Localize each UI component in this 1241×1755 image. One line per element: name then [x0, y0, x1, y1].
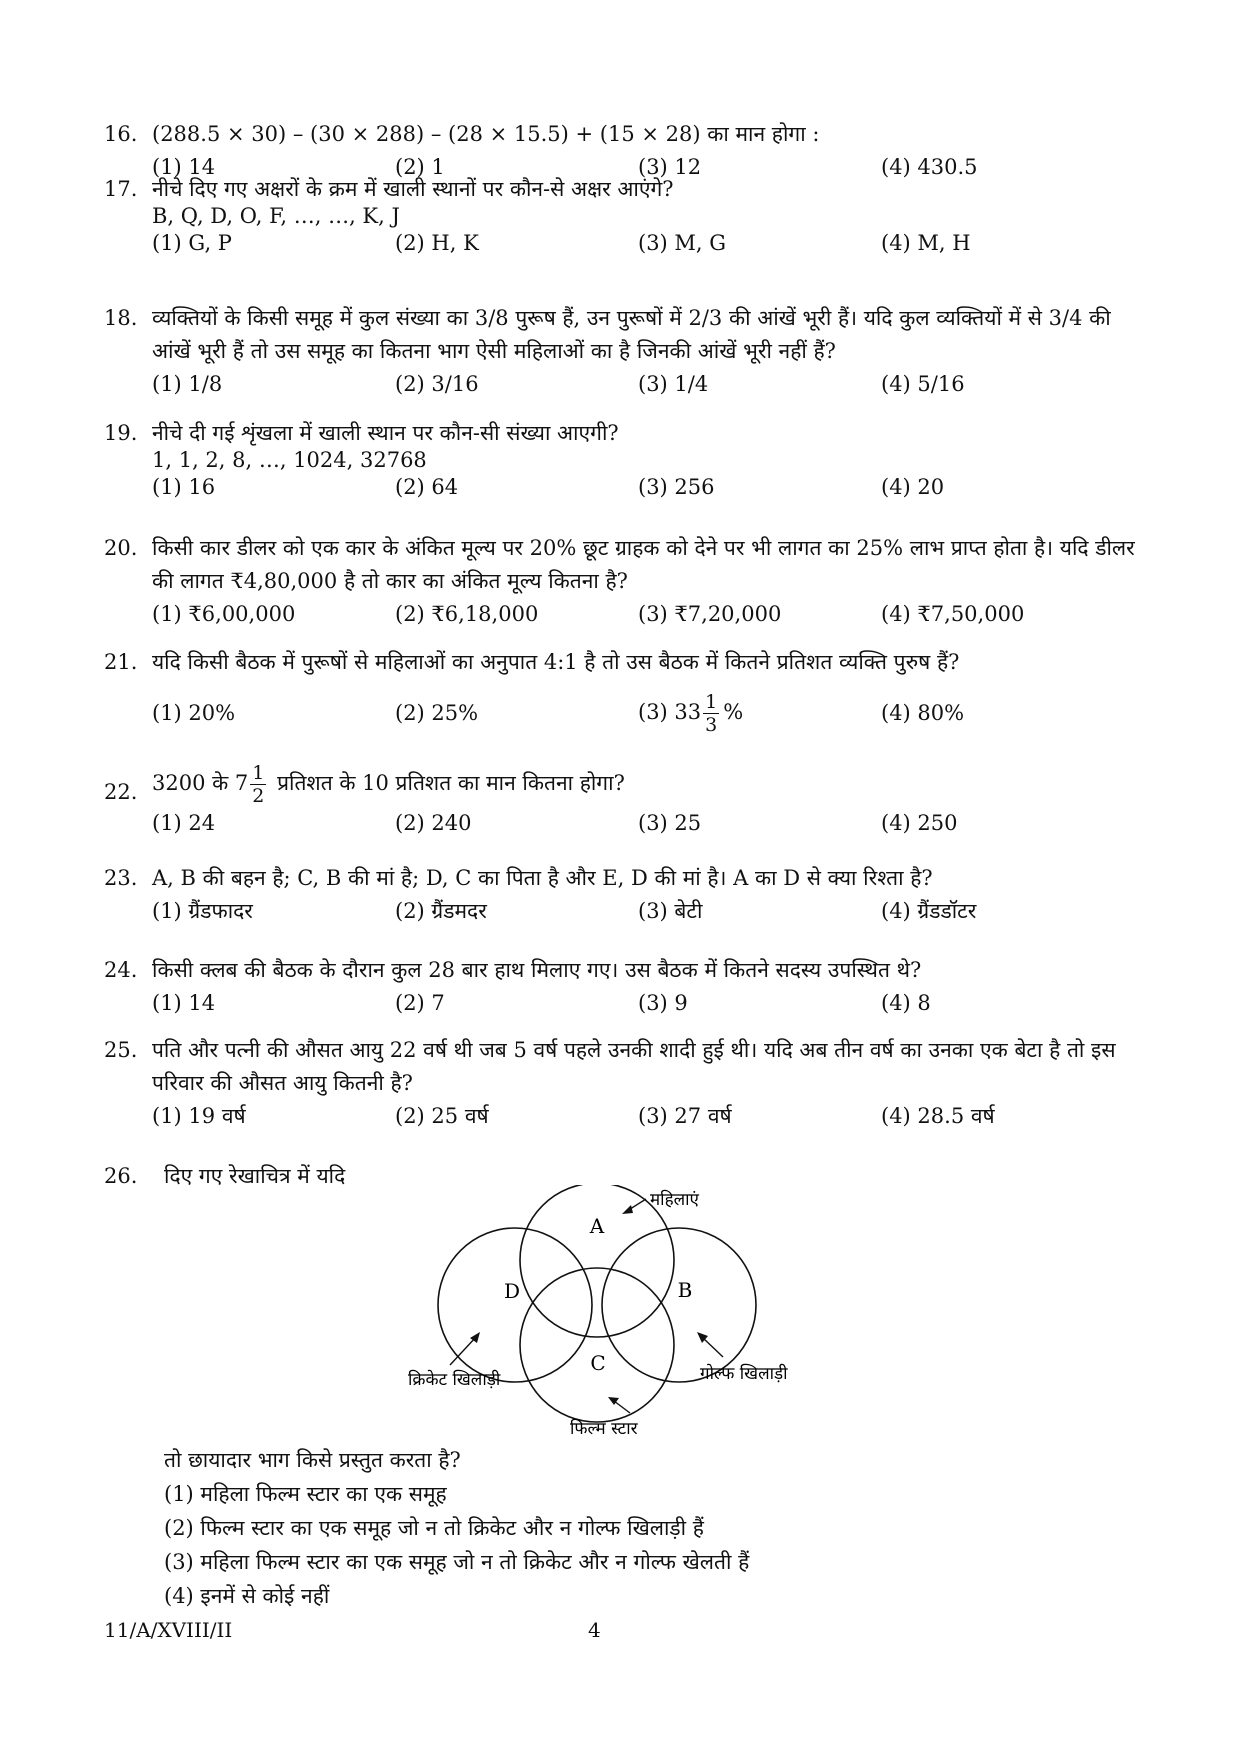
question-16 [104, 118, 1144, 184]
option-3: (3) 12 [638, 155, 702, 179]
option-2: (2) ग्रैंडमदर [395, 899, 487, 923]
option-3-whole: (3) 33 [638, 700, 702, 724]
question-number: 17. [104, 177, 138, 201]
option-4: (4) 8 [881, 991, 931, 1015]
question-number: 19. [104, 421, 138, 445]
question-sequence: B, Q, D, O, F, …, …, K, J [152, 204, 400, 228]
option-3-suffix: % [723, 700, 744, 724]
question-22 [104, 762, 1144, 840]
option-3: (3) बेटी [638, 899, 703, 923]
question-20 [104, 532, 1144, 631]
option-1: (1) 14 [152, 155, 216, 179]
label-golf: गोल्फ खिलाड़ी [700, 1364, 788, 1384]
options-row [152, 1100, 1144, 1133]
question-text: (288.5 × 30) – (30 × 288) – (28 × 15.5) + (15 × 28) का मान होगा : [152, 122, 820, 146]
fraction-denominator: 2 [252, 785, 265, 807]
option-1: (1) ग्रैंडफादर [152, 899, 253, 923]
option-4: (4) ग्रैंडडॉटर [881, 899, 977, 923]
question-number: 22. [104, 780, 138, 804]
question-text: किसी क्लब की बैठक के दौरान कुल 28 बार हाथ मिलाए गए। उस बैठक में कितने सदस्य उपस्थित थे? [152, 958, 922, 982]
option-1: (1) ₹6,00,000 [152, 602, 296, 626]
option-2: (2) 7 [395, 991, 445, 1015]
question-text-post: प्रतिशत के 10 प्रतिशत का मान कितना होगा? [277, 771, 625, 795]
options-row [152, 691, 1144, 736]
question-fraction [250, 762, 266, 807]
circle-c [520, 1268, 674, 1422]
question-24 [104, 954, 1144, 1020]
options-row [152, 895, 1144, 928]
option-3 [638, 691, 881, 736]
question-text-pre: 3200 के 7 [152, 771, 249, 795]
question-17 [104, 176, 1144, 257]
question-text: पति और पत्नी की औसत आयु 22 वर्ष थी जब 5 वर्ष पहले उनकी शादी हुई थी। यदि अब तीन वर्ष का उनका एक बेटा है तो इस परिवार की औसत आयु कितनी है? [152, 1038, 1116, 1095]
question-text: यदि किसी बैठक में पुरूषों से महिलाओं का अनुपात 4:1 है तो उस बैठक में कितने प्रतिशत व्यक्ति पुरुष हैं? [152, 650, 960, 674]
options-row [152, 807, 1144, 840]
option-4: (4) इनमें से कोई नहीं [164, 1584, 330, 1608]
option-3: (3) 256 [638, 475, 715, 499]
question-number: 16. [104, 122, 138, 146]
option-1: (1) महिला फिल्म स्टार का एक समूह [164, 1482, 447, 1506]
options-row [152, 474, 1144, 501]
option-2: (2) 240 [395, 811, 472, 835]
question-18 [104, 302, 1144, 401]
question-text: नीचे दी गई शृंखला में खाली स्थान पर कौन-सी संख्या आएगी? [152, 421, 619, 445]
option-3: (3) 25 [638, 811, 702, 835]
question-number: 20. [104, 536, 138, 560]
option-4: (4) 28.5 वर्ष [881, 1104, 995, 1128]
page-number: 4 [588, 1618, 601, 1642]
option-3-fraction [703, 691, 719, 736]
fraction-numerator: 1 [252, 762, 265, 784]
question-number: 21. [104, 650, 138, 674]
option-1: (1) 14 [152, 991, 216, 1015]
option-1: (1) 16 [152, 475, 216, 499]
circle-d [438, 1228, 592, 1382]
question-text: व्यक्तियों के किसी समूह में कुल संख्या का 3/8 पुरूष हैं, उन पुरूषों में 2/3 की आंखें भूरी हैं। यदि कुल व्यक्तियों में से 3/4 की आंखें भूरी हैं तो उस समूह का कितना भाग ऐसी महिलाओं का है जिनकी आंखें भूरी नहीं हैं? [152, 306, 1111, 363]
option-2: (2) 3/16 [395, 372, 479, 396]
option-2: (2) 25% [395, 701, 479, 725]
fraction-denominator: 3 [705, 714, 718, 736]
option-2: (2) फिल्म स्टार का एक समूह जो न तो क्रिकेट और न गोल्फ खिलाड़ी हैं [164, 1516, 704, 1540]
options-row [152, 230, 1144, 257]
option-4: (4) 430.5 [881, 155, 978, 179]
question-text-after: तो छायादार भाग किसे प्रस्तुत करता है? [164, 1448, 461, 1472]
venn-diagram [400, 1185, 860, 1435]
question-text: A, B की बहन है; C, B की मां है; D, C का पिता है और E, D की मां है। A का D से क्या रिश्ता है? [152, 866, 933, 890]
option-1: (1) 24 [152, 811, 216, 835]
question-number: 25. [104, 1038, 138, 1062]
question-21 [104, 646, 1144, 736]
option-2: (2) ₹6,18,000 [395, 602, 539, 626]
question-number: 26. [104, 1164, 138, 1188]
option-3: (3) महिला फिल्म स्टार का एक समूह जो न तो क्रिकेट और न गोल्फ खेलती हैं [164, 1550, 750, 1574]
question-23 [104, 862, 1144, 928]
label-c: C [590, 1351, 606, 1375]
circle-b [602, 1228, 756, 1382]
option-1: (1) 20% [152, 701, 236, 725]
question-26-continued [104, 1443, 1144, 1613]
option-3: (3) 27 वर्ष [638, 1104, 732, 1128]
question-text [152, 762, 1144, 807]
question-series: 1, 1, 2, 8, …, 1024, 32768 [152, 448, 427, 472]
label-d: D [503, 1279, 521, 1303]
options-row [152, 598, 1144, 631]
question-number: 24. [104, 958, 138, 982]
question-number: 18. [104, 306, 138, 330]
options-row [152, 987, 1144, 1020]
question-25 [104, 1034, 1144, 1133]
label-a: A [589, 1214, 605, 1238]
option-2: (2) H, K [395, 231, 479, 255]
option-3: (3) 1/4 [638, 372, 709, 396]
question-text: दिए गए रेखाचित्र में यदि [164, 1164, 346, 1188]
option-4: (4) 250 [881, 811, 958, 835]
question-number: 23. [104, 866, 138, 890]
option-2: (2) 25 वर्ष [395, 1104, 489, 1128]
label-women: महिलाएं [650, 1190, 699, 1210]
question-text: किसी कार डीलर को एक कार के अंकित मूल्य पर 20% छूट ग्राहक को देने पर भी लागत का 25% लाभ प्राप्त होता है। यदि डीलर की लागत ₹4,80,000 है तो कार का अंकित मूल्य कितना है? [152, 536, 1135, 593]
option-1: (1) 1/8 [152, 372, 223, 396]
footer-code: 11/A/XVIII/II [104, 1618, 233, 1642]
option-4: (4) 5/16 [881, 372, 965, 396]
label-film: फिल्म स्टार [570, 1419, 638, 1435]
question-19 [104, 420, 1144, 501]
option-2: (2) 64 [395, 475, 459, 499]
option-4: (4) 80% [881, 701, 965, 725]
question-text: नीचे दिए गए अक्षरों के क्रम में खाली स्थानों पर कौन-से अक्षर आएंगे? [152, 177, 674, 201]
arrow-head [622, 1205, 633, 1214]
option-3: (3) 9 [638, 991, 688, 1015]
option-4: (4) 20 [881, 475, 945, 499]
option-4: (4) M, H [881, 231, 971, 255]
option-4: (4) ₹7,50,000 [881, 602, 1025, 626]
option-1: (1) G, P [152, 231, 232, 255]
option-1: (1) 19 वर्ष [152, 1104, 246, 1128]
option-3: (3) M, G [638, 231, 727, 255]
label-b: B [677, 1278, 693, 1302]
fraction-numerator: 1 [705, 691, 718, 713]
option-2: (2) 1 [395, 155, 445, 179]
label-cricket: क्रिकेट खिलाड़ी [408, 1370, 501, 1390]
options-row [152, 368, 1144, 401]
option-3: (3) ₹7,20,000 [638, 602, 782, 626]
